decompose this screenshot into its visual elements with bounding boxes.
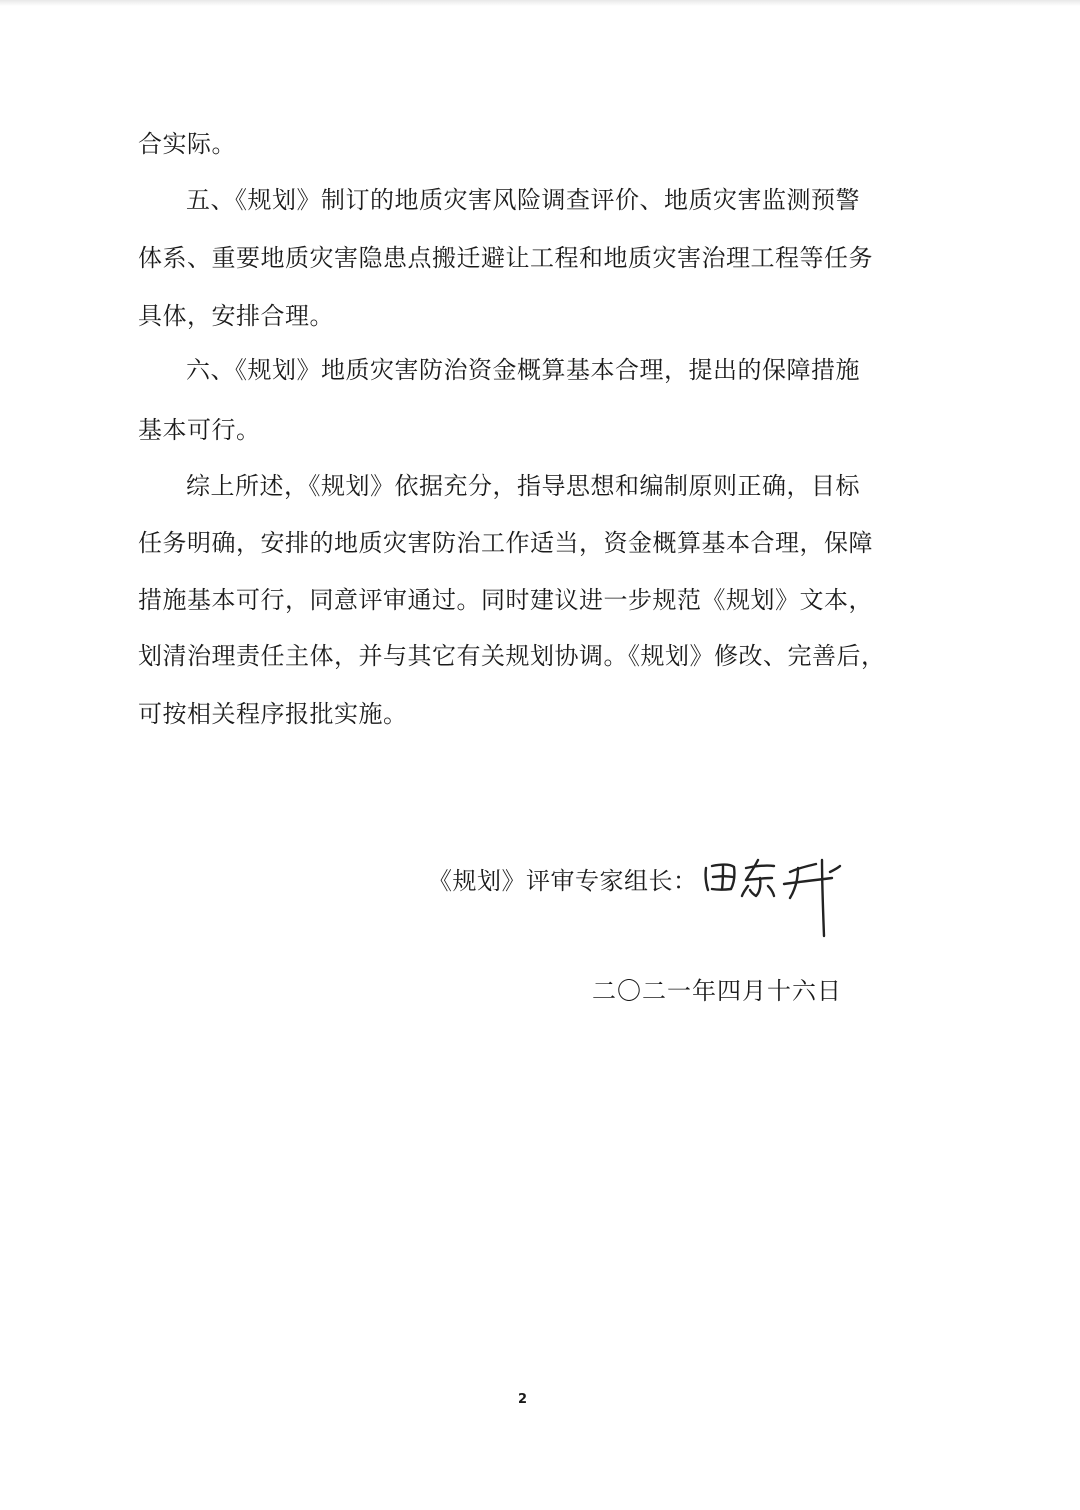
page-number: 2: [518, 1392, 528, 1407]
body-line-4: 具体，安排合理。: [138, 302, 334, 330]
body-line-11: 可按相关程序报批实施。: [138, 700, 408, 728]
body-line-2: 五、《规划》制订的地质灾害风险调查评价、地质灾害监测预警: [186, 186, 860, 214]
body-line-8: 任务明确，安排的地质灾害防治工作适当，资金概算基本合理，保障: [138, 529, 873, 557]
body-line-7: 综上所述，《规划》依据充分，指导思想和编制原则正确，目标: [186, 472, 860, 500]
document-date: 二〇二一年四月十六日: [592, 977, 842, 1005]
body-line-3: 体系、重要地质灾害隐患点搬迁避让工程和地质灾害治理工程等任务: [138, 244, 873, 272]
body-line-10: 划清治理责任主体，并与其它有关规划协调。《规划》修改、完善后，: [138, 642, 886, 670]
signature-label: 《规划》评审专家组长：: [428, 867, 698, 895]
handwritten-signature: [698, 854, 858, 944]
body-line-9: 措施基本可行，同意评审通过。同时建议进一步规范《规划》文本，: [138, 586, 873, 614]
signature-block: [428, 862, 868, 952]
body-line-1: 合实际。: [138, 130, 236, 158]
body-line-5: 六、《规划》地质灾害防治资金概算基本合理，提出的保障措施: [186, 356, 860, 384]
body-line-6: 基本可行。: [138, 416, 261, 444]
